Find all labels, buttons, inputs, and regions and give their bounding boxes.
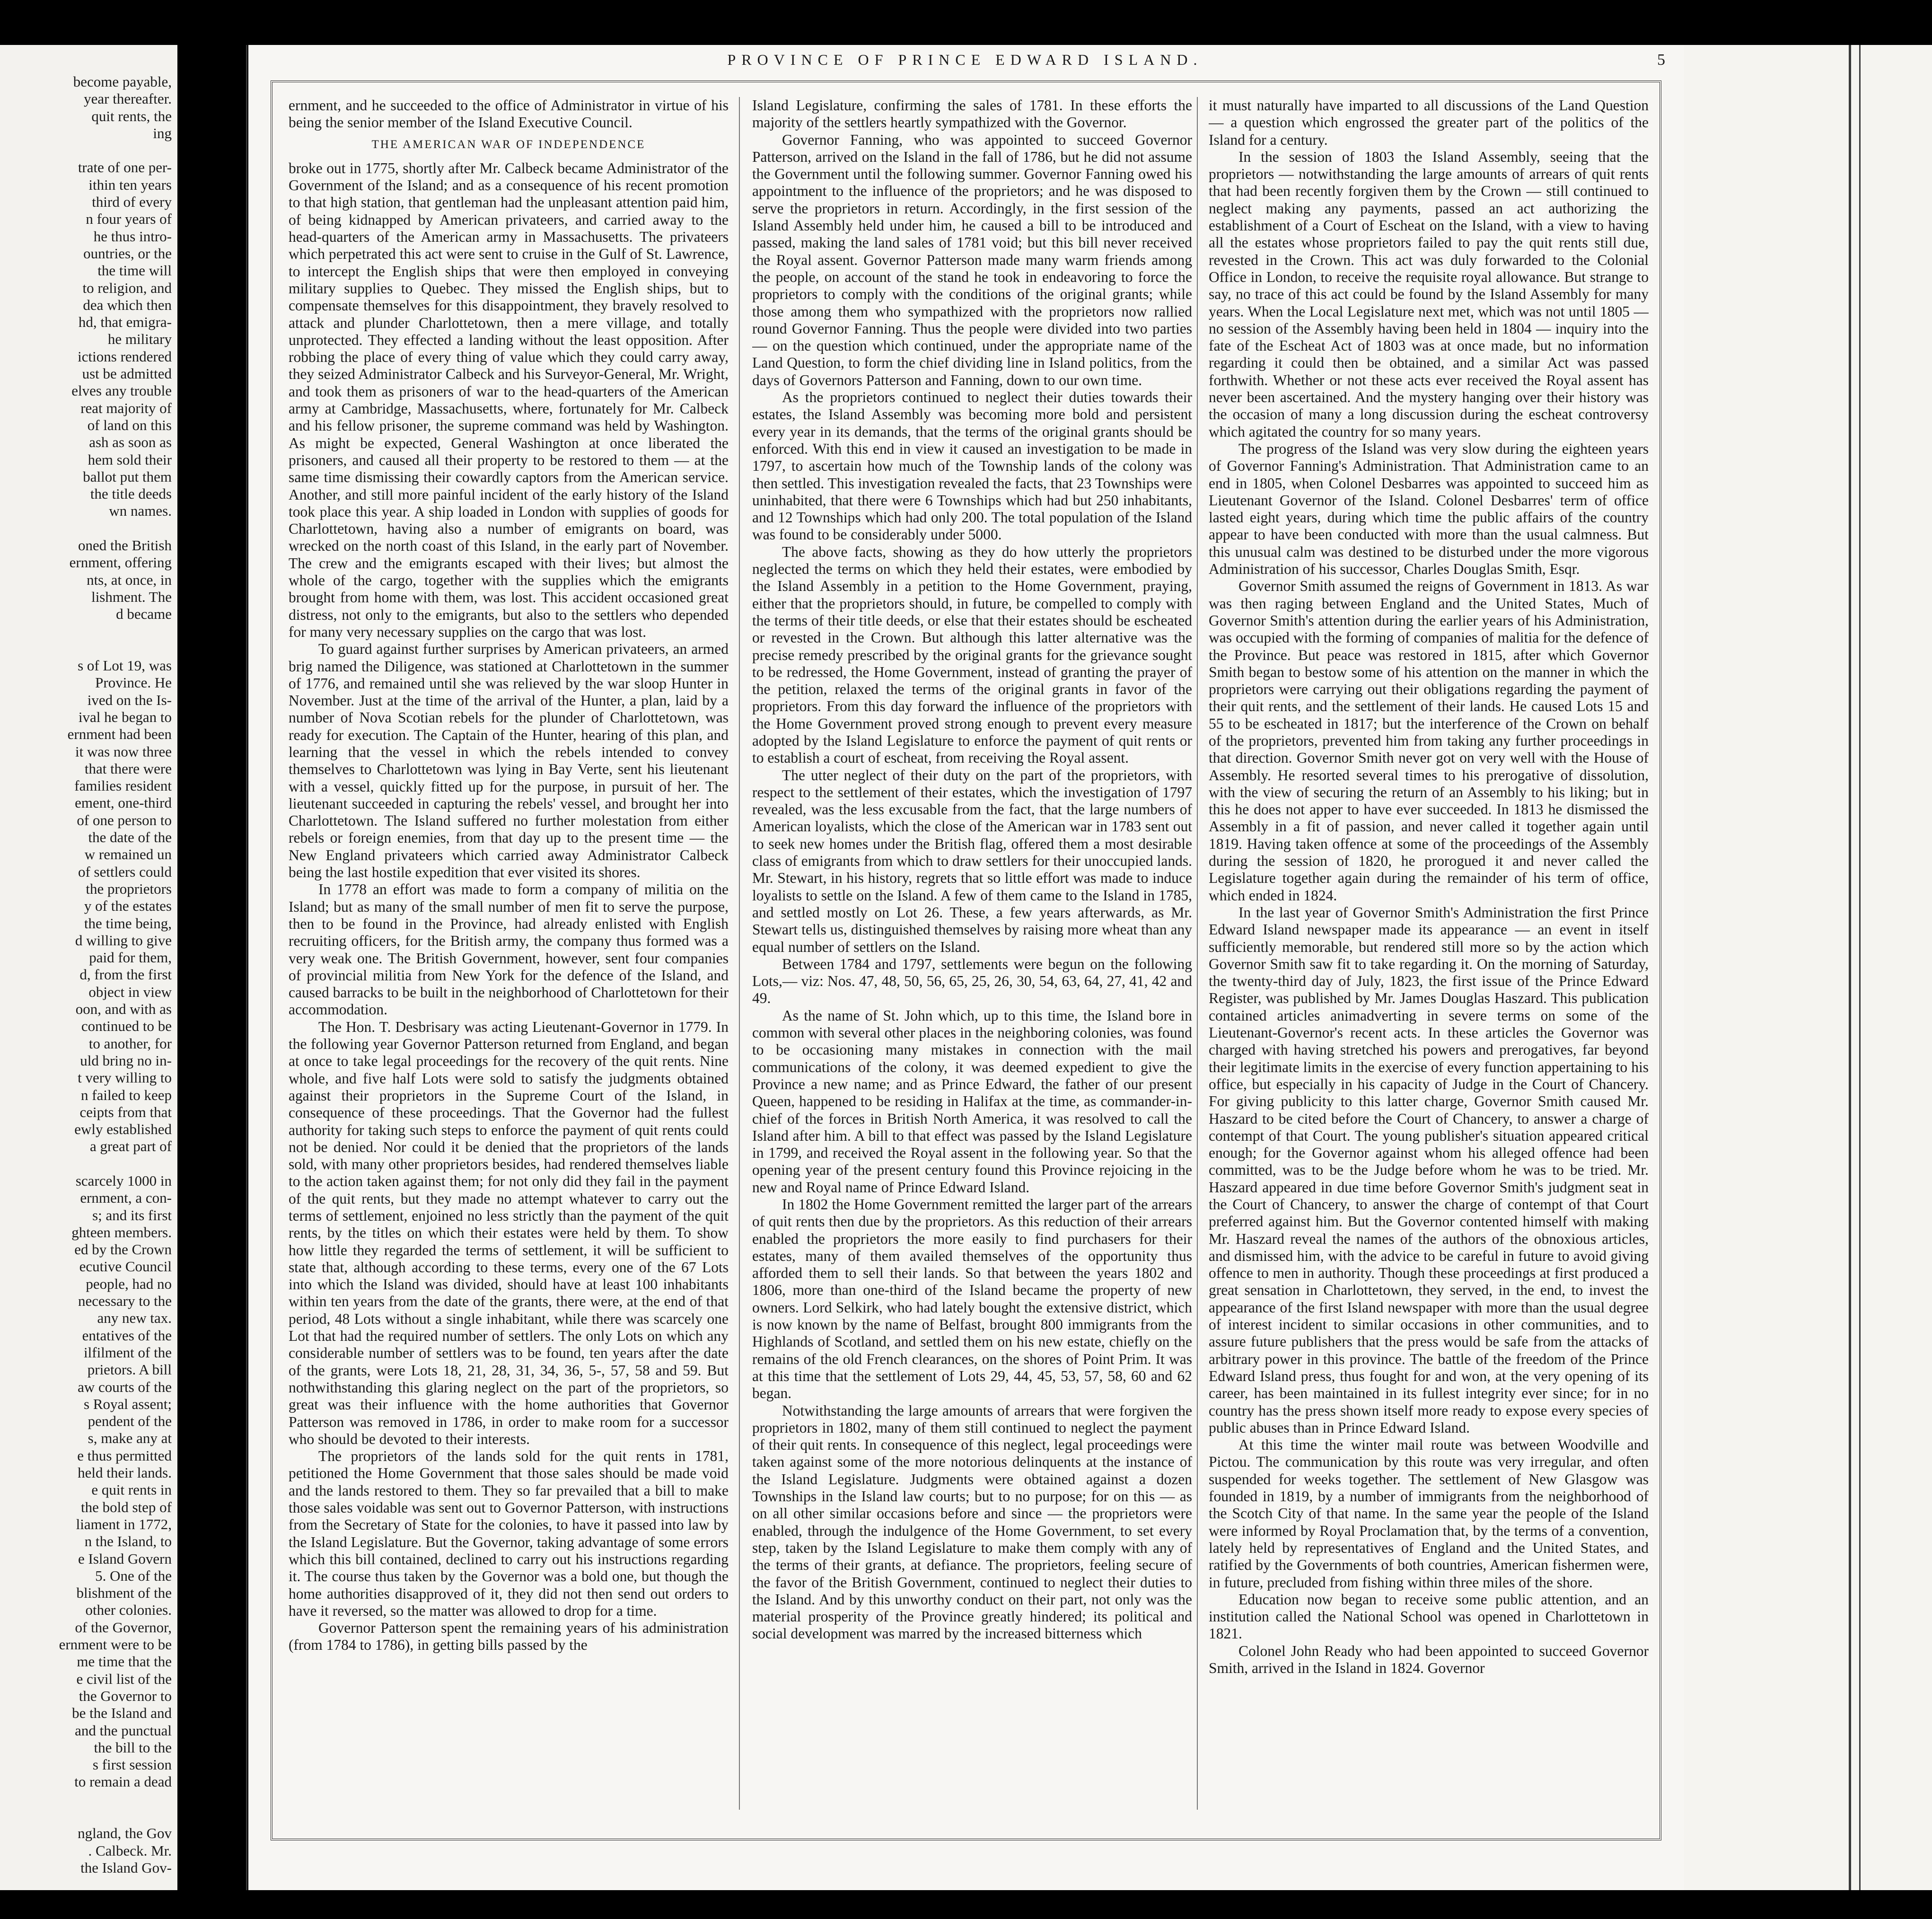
paragraph: As the name of St. John which, up to this time, the Island bore in common with several other places in the neighboring colonies, was found to be occasioning many mistakes in connection with the mail communications of the colony, it was deemed expedient to give the Province a new name; and as Prince Edward, the father of our present Queen, happened to be residing in Halifax at the time, as commander-in-chief of the forces in British North America, it was resolved to call the Island after him. A bill to that effect was passed by the Island Legislature in 1799, and received the Royal assent in the following year. So that the opening year of the present century found this Province rejoicing in the new and Royal name of Prince Edward Island. (752, 1007, 1192, 1196)
fragment-line: the title deeds (90, 485, 172, 502)
column-3-body (1209, 97, 1649, 1677)
fragment-line: ement, one-third (75, 794, 172, 811)
fragment-line: it was now three (75, 743, 172, 760)
fragment-line: ghteen members. (71, 1224, 172, 1241)
fragment-line: lishment. The (91, 588, 172, 605)
paragraph: it must naturally have imparted to all discussions of the Land Question — a question which engrossed the greater part of the politics of the Island for a century. (1209, 97, 1649, 148)
fragment-line: e thus permitted (77, 1447, 172, 1464)
column-2-body (752, 97, 1192, 1643)
article-column-1 (289, 97, 729, 1810)
fragment-line: reat majority of (80, 399, 172, 416)
fragment-line: of settlers could (78, 863, 172, 880)
fragment-line: elves any trouble (71, 382, 172, 399)
fragment-line: held their lands. (78, 1464, 172, 1481)
paragraph: Education now began to receive some public attention, and an institution called the National School was opened in Charlottetown in 1821. (1209, 1591, 1649, 1642)
fragment-line: hd, that emigra- (78, 314, 172, 331)
fragment-line: d willing to give (75, 932, 172, 949)
fragment-line: ash as soon as (89, 434, 172, 451)
fragment-line: d became (116, 606, 172, 623)
running-head: PROVINCE OF PRINCE EDWARD ISLAND. (727, 51, 1203, 68)
fragment-line: to another, for (88, 1035, 172, 1052)
fragment-line: uld bring no in- (80, 1052, 172, 1069)
column-rule (1197, 97, 1198, 1810)
fragment-line: ernment, a con- (80, 1189, 172, 1206)
fragment-line (11, 1808, 172, 1825)
paragraph: In the last year of Governor Smith's Administration the first Prince Edward Island newspaper made its appearance — an event in itself sufficiently memorable, but rendered still more so by the action which Governor Smith saw fit to take regarding it. On the morning of Saturday, the twenty-third day of July, 1823, the first issue of the Prince Edward Register, was published by Mr. James Douglas Haszard. This publication contained articles animadverting in severe terms on some of the Lieutenant-Governor's recent acts. In these articles the Governor was charged with having stretched his powers and prerogatives, far beyond their legitimate limits in the exercise of every function appertaining to his office, but especially in his capacity of Judge in the Court of Chancery. For giving publicity to this latter charge, Governor Smith caused Mr. Haszard to be cited before the Court of Chancery, to answer a charge of contempt of that Court. The young publisher's situation appeared critical enough; for the Governor against whom his alleged offence had been committed, was to be the Judge before whom he was to be tried. Mr. Haszard appeared in due time before Governor Smith's judgment seat in the Court of Chancery, to answer the charge of contempt of that Court preferred against him. But the Governor contented himself with making Mr. Haszard reveal the names of the authors of the obnoxious articles, and dismissed him, with the advice to be careful in future to avoid giving offence to men in authority. Though these proceedings at first produced a great sensation in Charlottetown, they served, in the end, to invest the appearance of the first Island newspaper with more than the usual degree of interest incident to similar occasions in other communities, and to assure future publishers that the press would be safe from the attacks of arbitrary power in this province. The battle of the freedom of the Prince Edward Island press, thus fought for and won, at the very opening of its career, has been maintained in its fullest integrity ever since; for in no country has the press shown itself more ready to expose every species of public abuses than in Prince Edward Island. (1209, 904, 1649, 1436)
article-column-3 (1209, 97, 1649, 1810)
fragment-line (11, 1155, 172, 1172)
fragment-line: other colonies. (85, 1602, 172, 1619)
paragraph: Colonel John Ready who had been appointed to succeed Governor Smith, arrived in the Island in 1824. Governor (1209, 1642, 1649, 1677)
paragraph: Notwithstanding the large amounts of arrears that were forgiven the proprietors in 1802, many of them still continued to neglect the payment of their quit rents. In consequence of this neglect, legal proceedings were taken against some of the more notorious delinquents at the instance of the Island Legislature. Judgments were obtained against a dozen Townships in the Island law courts; but to no purpose; for on this — as on all other similar occasions before and since — the proprietors were enabled, through the indulgence of the Home Government, to set every step, taken by the Island Legislature to make them comply with any of the terms of their grants, at defiance. The proprietors, feeling secure of the favor of the British Government, continued to neglect their duties to the Island. And by this unworthy conduct on their part, not only was the material prosperity of the Province greatly hindered; its political and social development was marred by the increased bitterness which (752, 1402, 1192, 1642)
fragment-line: ing (153, 124, 172, 141)
fragment-line: ernment, offering (69, 554, 172, 571)
page-gutter-line (1849, 45, 1851, 1890)
fragment-line: paid for them, (89, 949, 172, 966)
fragment-line: ithin ten years (88, 176, 172, 193)
fragment-line: s of Lot 19, was (78, 657, 172, 674)
paragraph: In 1802 the Home Government remitted the larger part of the arrears of quit rents then due by the proprietors. As this reduction of their arrears enabled the proprietors the more easily to find purchasers for their estates, many of them availed themselves of the opportunity thus afforded them to sell their lands. So that between the years 1802 and 1806, more than one-third of the Island became the property of new owners. Lord Selkirk, who had lately bought the extensive district, which is now known by the name of Belfast, brought 800 immigrants from the Highlands of Scotland, and settled them on his new estate, chiefly on the remains of the old French clearances, on the shores of Point Prim. It was at this time that the settlement of Lots 29, 44, 45, 53, 57, 58, 60 and 62 began. (752, 1196, 1192, 1402)
fragment-line: to remain a dead (74, 1773, 172, 1790)
fragment-line: e quit rents in (91, 1481, 172, 1498)
paragraph: In 1778 an effort was made to form a company of militia on the Island; but as many of the small number of men fit to serve the purpose, then to be found in the Province, had already enlisted with English recruiting officers, for the British army, the company thus formed was a very weak one. The British Government, however, sent four companies of provincial militia from New York for the defence of the Island, and caused barracks to be built in the neighborhood of Charlottetown for their accommodation. (289, 881, 729, 1018)
fragment-line: pendent of the (88, 1413, 172, 1430)
fragment-line: prietors. A bill (87, 1361, 172, 1378)
fragment-line: become payable, (73, 73, 172, 90)
fragment-line: 5. One of the (95, 1567, 172, 1584)
fragment-line: s first session (92, 1756, 172, 1773)
fragment-line: people, had no (86, 1275, 172, 1292)
opening-paragraph: ernment, and he succeeded to the office of Administrator in virtue of his being the senior member of the Island Executive Council. (289, 97, 729, 131)
fragment-line: necessary to the (78, 1293, 172, 1310)
paragraph: Governor Fanning, who was appointed to succeed Governor Patterson, arrived on the Island in the fall of 1786, but he did not assume the Government until the following summer. Governor Fanning owed his appointment to the influence of the proprietors; and he was disposed to serve the proprietors in return. Accordingly, in the first session of the Island Assembly held under him, he caused a bill to be introduced and passed, making the land sales of 1781 void; but this bill never received the Royal assent. Governor Patterson made many warm friends among the people, on account of the stand he took in endeavoring to force the proprietors to comply with the conditions of the original grants; while those among them who sympathized with the proprietors now rallied round Governor Fanning. Thus the people were divided into two parties — on the question which continued, under the appropriate name of the Land Question, to form the chief dividing line in Island politics, from the days of Governors Patterson and Fanning, down to our own time. (752, 131, 1192, 388)
fragment-line: the bill to the (94, 1739, 172, 1756)
paragraph: As the proprietors continued to neglect their duties towards their estates, the Island Assembly was becoming more bold and persistent every year in its demands, that the terms of the original grants should be enforced. With this end in view it caused an investigation to be made in 1797, to ascertain how much of the Township lands of the colony was then settled. This investigation revealed the facts, that 23 Townships were uninhabited, that there were 6 Townships which had but 250 inhabitants, and 12 Townships which had only 200. The total population of the Island was found to be considerably under 5000. (752, 389, 1192, 543)
fragment-line: the bold step of (81, 1498, 172, 1515)
fragment-line: object in view (88, 983, 172, 1000)
fragment-line: ived on the Is- (87, 691, 172, 708)
fragment-line: a great part of (90, 1138, 172, 1155)
fragment-line: t very willing to (78, 1069, 172, 1086)
fragment-line: the time will (97, 262, 172, 279)
fragment-line: d, from the first (79, 966, 172, 983)
fragment-line: scarcely 1000 in (75, 1172, 172, 1189)
fragment-line: liament in 1772, (76, 1515, 172, 1532)
right-page-edge (1684, 45, 1932, 1890)
paragraph: Between 1784 and 1797, settlements were begun on the following Lots,— viz: Nos. 47, 48, 50, 56, 65, 25, 26, 30, 54, 63, 64, 27, 41, 42 and 49. (752, 955, 1192, 1007)
fragment-line: ust be admitted (82, 365, 172, 382)
fragment-line: hem sold their (88, 451, 172, 468)
fragment-line: ictions rendered (78, 348, 172, 365)
fragment-line: e civil list of the (76, 1670, 172, 1687)
fragment-line: ballot put them (83, 468, 172, 485)
fragment-line: any new tax. (97, 1310, 172, 1327)
fragment-line: oon, and with as (75, 1001, 172, 1018)
paragraph: broke out in 1775, shortly after Mr. Calbeck became Administrator of the Government of the Island; and as a consequence of his recent promotion to that high station, that gentleman had the unpleasant attention paid him, of being kidnapped by American privateers, and carried away to the head-quarters of the American army in Massachusetts. The privateers which perpetrated this act were sent to cruise in the Gulf of St. Lawrence, to intercept the English ships that were then employed in conveying military supplies to Quebec. They missed the English ships, but to compensate themselves for this disappointment, they bravely resolved to attack and plunder Charlottetown, then a mere village, and totally unprotected. They effected a landing without the least opposition. After robbing the place of every thing of value which they could carry away, they seized Administrator Calbeck and his Surveyor-General, Mr. Wright, and took them as prisoners of war to the head-quarters of the American army at Cambridge, Massachusetts, where, fortunately for Mr. Calbeck and his fellow prisoner, the supreme command was held by Washington. As might be expected, General Washington at once liberated the prisoners, and caused all their property to be restored to them — at the same time dismissing their cowardly captors from the American service. Another, and still more painful incident of the early history of the Island took place this year. A ship loaded in London with supplies of goods for Charlottetown, having also a number of emigrants on board, was wrecked on the north coast of this Island, in the early part of November. The crew and the emigrants escaped with their lives; but almost the whole of the cargo, together with the supplies which the emigrants brought from home with them, was lost. This accident occasioned great distress, not only to the emigrants, but also to the settlers who depended for many very necessary supplies on the cargo that was lost. (289, 159, 729, 640)
fragment-line (11, 142, 172, 159)
fragment-line: ilfilment of the (84, 1344, 172, 1361)
fragment-line: quit rents, the (91, 107, 172, 124)
fragment-line: be the Island and (72, 1705, 172, 1722)
fragment-line (11, 623, 172, 640)
section-heading: THE AMERICAN WAR OF INDEPENDENCE (371, 138, 646, 151)
paragraph: The above facts, showing as they do how utterly the proprietors neglected the terms on which they held their estates, were embodied by the Island Assembly in a petition to the Home Government, praying, either that the proprietors should, in future, be compelled to comply with the terms of their title deeds, or else that their estates should be escheated or revested in the Crown. But although this latter alternative was the precise remedy prescribed by the original grants for the grievance sought to be redressed, the Home Government, instead of granting the prayer of the petition, relaxed the terms of the original grants in favor of the proprietors. From this day forward the influence of the proprietors with the Home Government proved strong enough to prevent every measure adopted by the Island Legislature to enforce the payment of quit rents or to establish a court of escheat, from receiving the Royal assent. (752, 543, 1192, 766)
fragment-line: s, make any at (88, 1430, 172, 1447)
fragment-line: year thereafter. (84, 90, 172, 107)
paragraph: Island Legislature, confirming the sales of 1781. In these efforts the majority of the settlers heartly sympathized with the Governor. (752, 97, 1192, 131)
paragraph: In the session of 1803 the Island Assembly, seeing that the proprietors — notwithstanding the large amounts of arrears of quit rents that had been recently forgiven them by the Crown — still continued to neglect making any payments, passed an act authorizing the establishment of a Court of Escheat on the Island, with a view to having all the estates whose proprietors failed to pay the quit rents still due, revested in the Crown. This act was duly forwarded to the Colonial Office in London, to receive the requisite royal allowance. But strange to say, no trace of this act could be found by the Island Assembly for many years. When the Local Legislature next met, which was not until 1805 — no session of the Assembly having been held in 1804 — inquiry into the fate of the Escheat Act of 1803 was at once made, but no information regarding it could then be obtained, and a similar Act was passed forthwith. Whether or not these acts ever received the Royal assent has never been ascertained. And the mystery hanging over their history was the occasion of many a long discussion during the escheat controversy which agitated the country for so many years. (1209, 148, 1649, 440)
fragment-line: wn names. (109, 502, 172, 519)
fragment-line (11, 520, 172, 537)
fragment-line: the Governor to (79, 1687, 172, 1704)
fragment-line: ed by the Crown (74, 1241, 172, 1258)
fragment-line: families resident (74, 777, 172, 794)
fragment-line: n the Island, to (84, 1533, 172, 1550)
paragraph: The Hon. T. Desbrisary was acting Lieutenant-Governor in 1779. In the following year Governor Patterson returned from England, and began at once to take legal proceedings for the recovery of the quit rents. Nine whole, and five half Lots were sold to satisfy the judgments obtained against their proprietors in the Supreme Court of the Island, in consequence of these proceedings. That the Governor had the fullest authority for taking such steps to enforce the payment of quit rents could not be denied. Nor could it be denied that the proprietors of the lands sold, with many other proprietors besides, had rendered themselves liable to the action taken against them; for not only did they fail in the payment of the quit rents, but they made no attempt whatever to carry out the terms of settlement, enjoined no less strictly than the payment of the quit rents, by the titles on which their estates were held by them. To show how little they regarded the terms of settlement, it will be sufficient to state that, although according to these terms, every one of the 67 Lots into which the Island was divided, should have at least 100 inhabitants within ten years from the date of the grants, there were, at the end of that period, 48 Lots without a single inhabitant, while there was scarcely one Lot that had the required number of settlers. The only Lots on which any considerable number of settlers was to be found, ten years after the date of the grants, were Lots 18, 21, 28, 31, 34, 36, 5-, 57, 58 and 59. But nothwithstanding this glaring neglect on the part of the proprietors, so great was their influence with the home authorities that Governor Patterson was removed in 1786, in order to make room for a successor who should be devoted to their interests. (289, 1018, 729, 1447)
fragment-line: blishment of the (76, 1584, 172, 1602)
fragment-line: ecutive Council (79, 1258, 172, 1275)
fragment-line: ewly established (74, 1121, 172, 1138)
left-page-fragment (0, 45, 177, 1890)
fragment-line: he thus intro- (93, 228, 172, 245)
fragment-line (11, 640, 172, 657)
fragment-line: nts, at once, in (87, 571, 172, 588)
fragment-line: ernment were to be (59, 1636, 172, 1653)
fragment-line: the Island Gov- (80, 1859, 172, 1876)
left-page-text (11, 73, 172, 1876)
paragraph: Governor Patterson spent the remaining years of his administration (from 1784 to 1786), in getting bills passed by the (289, 1620, 729, 1654)
fragment-line: n failed to keep (81, 1086, 172, 1103)
article-column-2 (752, 97, 1192, 1810)
fragment-line: ival he began to (78, 708, 172, 725)
paragraph: To guard against further surprises by American privateers, an armed brig named the Diligence, was stationed at Charlottetown in the summer of 1776, and remained until she was relieved by the war sloop Hunter in November. Just at the time of the arrival of the Hunter, a plan, laid by a number of Nova Scotian rebels for the plunder of Charlottetown, was ready for execution. The Captain of the Hunter, hearing of this plan, and learning that the vessel in which the rebels intended to convey themselves to Charlottetown was lying in Bay Verte, sent his lieutenant with a vessel, quickly fitted up for the purpose, in pursuit of her. The lieutenant succeeded in capturing the rebels' vessel, and brought her into Charlottetown. The Island suffered no further molestation from either rebels or foreign enemies, from that day up to the present time — the New England privateers which carried away Administrator Calbeck being the last hostile expedition that ever visited its shores. (289, 641, 729, 881)
fragment-line: ceipts from that (79, 1103, 172, 1120)
fragment-line: of land on this (87, 416, 172, 433)
fragment-line: third of every (92, 194, 172, 211)
fragment-line: and the punctual (75, 1722, 172, 1739)
fragment-line: ernment had been (67, 726, 172, 743)
fragment-line: ountries, or the (83, 245, 172, 262)
page-header (265, 51, 1665, 75)
fragment-line: the proprietors (86, 880, 172, 897)
fragment-line: w remained un (84, 846, 172, 863)
paragraph: The proprietors of the lands sold for the quit rents in 1781, petitioned the Home Government that those sales should be made void and the lands restored to them. They so far prevailed that a bill to make those sales voidable was sent out to Governor Patterson, with instructions from the Secretary of State for the colonies, to have it passed into law by the Island Legislature. But the Governor, taking advantage of some errors which this bill contained, declined to carry out his instructions regarding it. The course thus taken by the Governor was a bold one, but though the home authorities disapproved of it, they did not then send out orders to have it reversed, so the matter was allowed to drop for a time. (289, 1448, 729, 1619)
column-rule (739, 97, 740, 1810)
fragment-line: dea which then (83, 296, 172, 313)
fragment-line: me time that the (77, 1653, 172, 1670)
fragment-line: entatives of the (82, 1327, 172, 1344)
paragraph: The utter neglect of their duty on the part of the proprietors, with respect to the settlement of their estates, which the investigation of 1797 revealed, was the less excusable from the fact, that the large numbers of American loyalists, which the close of the American war in 1783 sent out to seek new homes under the British flag, offered them a most desirable class of emigrants from which to draw settlers for their unoccupied lands. Mr. Stewart, in his history, regrets that so little effort was made to induce loyalists to settle on the Island. A few of them came to the Island in 1785, and settled mostly on Lot 26. These, a few years afterwards, as Mr. Stewart tells us, distinguished themselves by raising more wheat than any equal number of settlers on the Island. (752, 766, 1192, 955)
fragment-line: of one person to (77, 811, 172, 828)
fragment-line: oned the British (78, 537, 172, 554)
fragment-line: trate of one per- (78, 159, 172, 176)
fragment-line: he military (107, 331, 172, 348)
page-gutter-line (246, 45, 247, 1890)
fragment-line: the time being, (84, 915, 172, 932)
page-gutter-line (1859, 45, 1861, 1890)
page-number: 5 (1657, 51, 1665, 69)
column-1-body (289, 160, 729, 1654)
paragraph: At this time the winter mail route was between Woodville and Pictou. The communication by this route was very irregular, and often suspended for weeks together. The settlement of New Glasgow was founded in 1819, by a number of immigrants from the neighborhood of the Scotch City of that name. In the same year the people of the Island were informed by Royal Proclamation that, by the terms of a convention, lately held by representatives of England and the United States, and ratified by the Governments of both countries, American fishermen were, in future, precluded from fishing within three miles of the shore. (1209, 1436, 1649, 1591)
fragment-line: that there were (84, 760, 172, 777)
fragment-line: n four years of (86, 211, 172, 228)
fragment-line: to religion, and (82, 279, 172, 296)
fragment-line: . Calbeck. Mr. (88, 1842, 172, 1859)
fragment-line: the date of the (88, 829, 172, 846)
fragment-line: s Royal assent; (84, 1395, 172, 1412)
fragment-line: Province. He (95, 674, 172, 691)
fragment-line: continued to be (81, 1018, 172, 1035)
fragment-line: of the Governor, (75, 1619, 172, 1636)
paragraph: The progress of the Island was very slow during the eighteen years of Governor Fanning's Administration. That Administration came to an end in 1805, when Colonel Desbarres was appointed to succeed him as Lieutenant Governor of the Island. Colonel Desbarres' term of office lasted eight years, during which time the public affairs of the country appear to have been conducted with more than the usual calmness. But this unusual calm was destined to be disturbed under the more vigorous Administration of his successor, Charles Douglas Smith, Esqr. (1209, 440, 1649, 578)
fragment-line: y of the estates (84, 898, 172, 915)
fragment-line: s; and its first (92, 1206, 172, 1224)
fragment-line (11, 1791, 172, 1808)
paragraph: Governor Smith assumed the reigns of Government in 1813. As war was then raging between England and the United States, Much of Governor Smith's attention during the earlier years of his Administration, was occupied with the forming of companies of malitia for the defence of the Province. But peace was restored in 1815, after which Governor Smith began to bestow some of his attention on the manner in which the proprietors were carrying out their obligations regarding the payment of their quit rents, and the settlement of their lands. He caused Lots 15 and 55 to be escheated in 1817; but the interference of the Crown on behalf of the proprietors, prevented him from taking any further proceedings in that direction. Governor Smith never got on very well with the House of Assembly. He resorted several times to his prerogative of dissolution, with the view of securing the return of an Assembly to his liking; but in this he does not apper to have ever succeeded. In 1813 he dismissed the Assembly in a fit of passion, and never called it together again until 1819. Having taken offence at some of the proceedings of the Assembly during the session of 1820, he prorogued it and never called the Legislature together again during the remainder of his term of office, which ended in 1824. (1209, 578, 1649, 904)
fragment-line: aw courts of the (78, 1378, 172, 1395)
fragment-line: ngland, the Gov (78, 1825, 172, 1842)
fragment-line: e Island Govern (78, 1550, 172, 1567)
